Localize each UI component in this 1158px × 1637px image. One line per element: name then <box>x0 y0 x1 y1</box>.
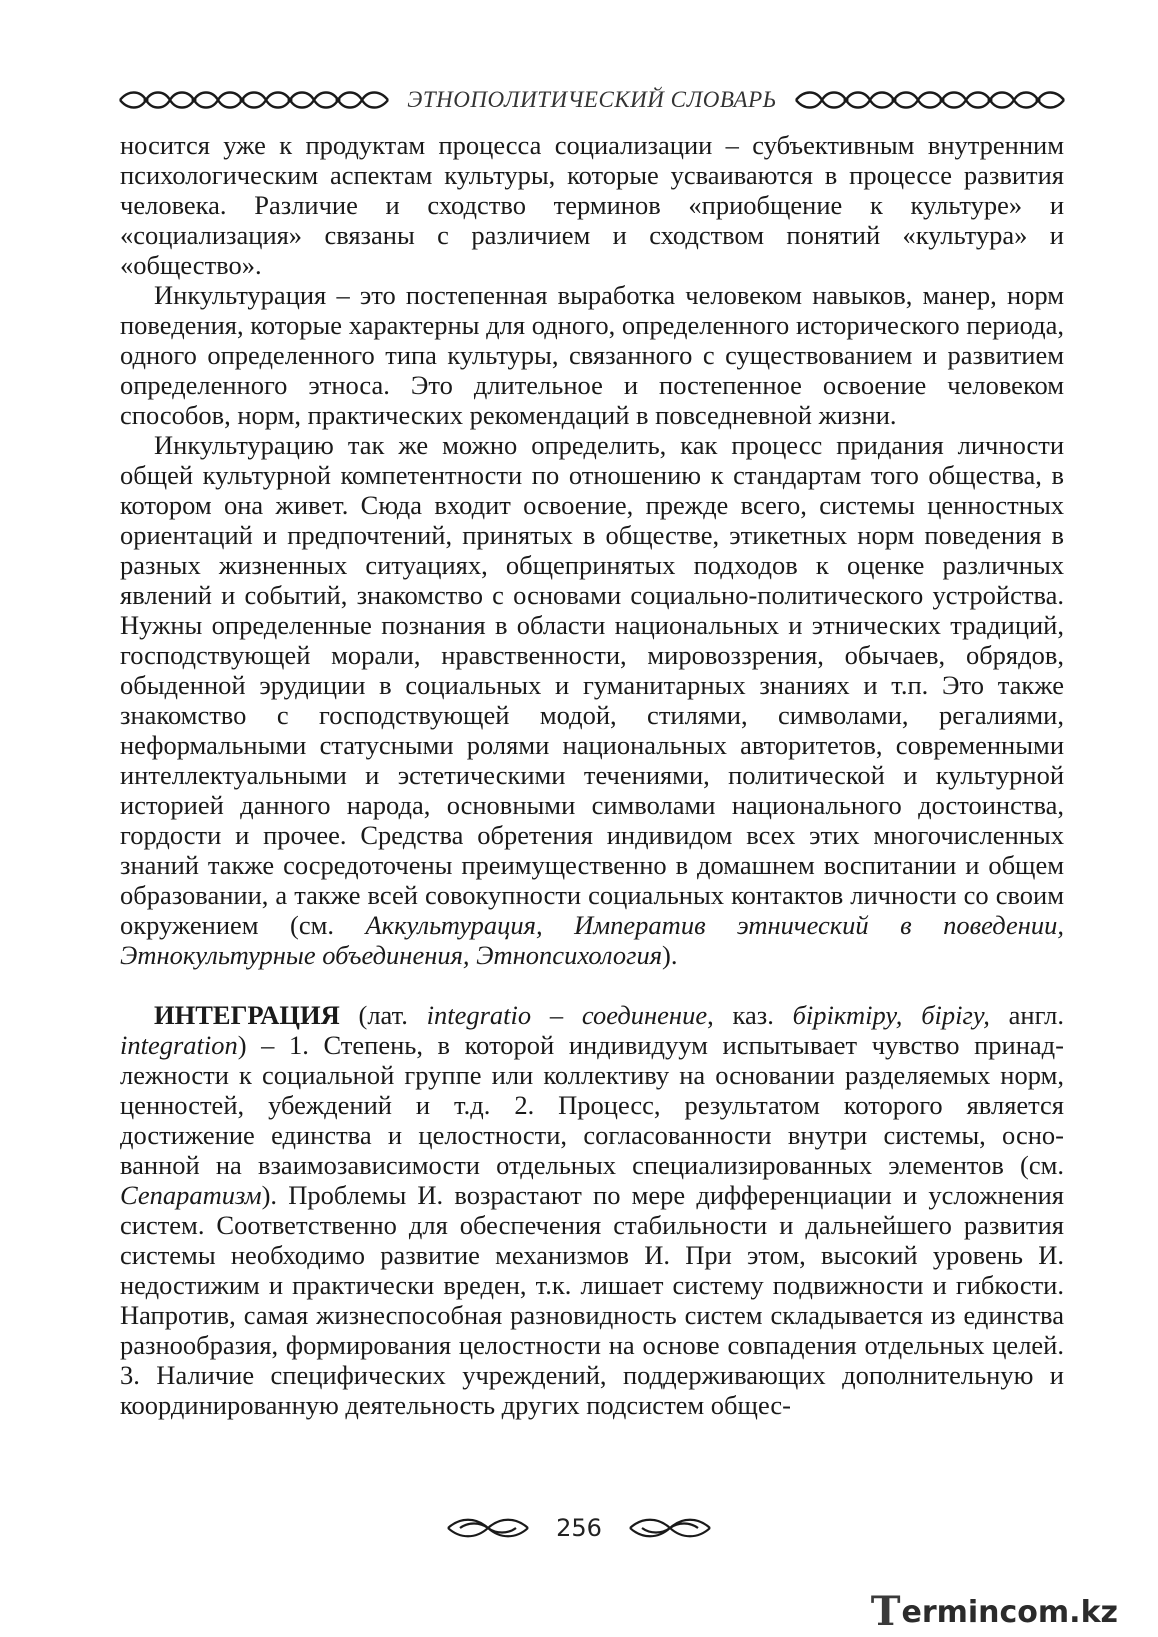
page-body <box>120 130 1064 1420</box>
watermark-text: ermincom.kz <box>901 1594 1118 1630</box>
entry-latin: integratio – соединение <box>426 1000 708 1030</box>
running-header <box>118 84 1066 116</box>
cross-references: Аккультурация, Императив этнический в поведении, Этнокультурные объединения, Этнопсихология <box>120 910 1064 970</box>
ornament-right-icon <box>794 88 1066 112</box>
paragraph-continuation: носится уже к продуктам процесса социализации – субъективным внутренним психологическим аспектам культуры, которые усваиваются в процессе развития человека. Различие и сходство терминов «приобщение к культуре» и «социализация» связаны с различием и сходством понятий «культура» и «общество». <box>120 130 1064 280</box>
paragraph-end: ). <box>662 940 678 970</box>
entry-kazakh: біріктіру, бірігу, <box>792 1000 990 1030</box>
entry-reference: Сепаратизм <box>120 1180 262 1210</box>
entry-definition: ) – 1. Степень, в которой индивидуум испытывает чувство принадлежности к социальной группе или коллективу на основании разделяемых норм, ценностей, убеждений и т.д. 2. Процесс, результатом которого является достижение единства и целостности, согласованности внутри системы, основанной на взаимозависимости отдельных специализированных элементов (см. <box>120 1030 1064 1180</box>
header-title: ЭТНОПОЛИТИЧЕСКИЙ СЛОВАРЬ <box>407 87 777 112</box>
entry-headword: ИНТЕГРАЦИЯ <box>154 1000 340 1030</box>
watermark-letter: T <box>870 1588 901 1635</box>
swirl-right-icon <box>628 1515 712 1541</box>
paragraph-text: Инкультурацию так же можно определить, как процесс придания личности общей культурной компетентности по отношению к стандартам того общества, в котором она живет. Сюда входит освоение, прежде всего, системы ценностных ориентаций и предпочтений, принятых в обществе, этикетных норм поведения в разных жизненных ситуациях, общепринятых подходов к оценке различных явлений и событий, знакомство с основами социально-политического устройства. Нужны определенные познания в области национальных и этнических традиций, господствующей морали, нравственности, мировоззрения, обычаев, обрядов, обыденной эрудиции в социальных и гуманитарных знаниях и т.п. Это также знакомство с господствующей модой, стилями, символами, регалиями, неформальными статусными ролями национальных авторитетов, современными интеллектуальными и эстетическими течениями, политической и культурной историей данного народа, основными символами национального достоинства, гордости и прочее. Средства обретения индивидом всех этих многочисленных знаний также сосредоточены преимущественно в домашнем воспитании и общем образовании, а также всей совокупности социальных контактов личности со своим окружением (см. <box>120 430 1064 940</box>
watermark-logo <box>870 1588 1118 1635</box>
page-number: 256 <box>556 1514 602 1542</box>
paragraph-inculturation-definition <box>120 430 1064 970</box>
entry-text: (лат. <box>339 1000 427 1030</box>
paragraph-inculturation: Инкультурация – это постепенная выработка человеком навыков, манер, норм поведения, которые характерны для одного, определенного исторического периода, одного определенного типа культуры, связанного с существованием и развитием определенного этноса. Это длительное и постепенное освоение человеком способов, норм, практических рекомендаций в повседневной жизни. <box>120 280 1064 430</box>
entry-definition-continued: ). Проблемы И. возрастают по мере дифференциации и усложнения систем. Соответственно для обеспечения стабильности и дальнейшего развития системы необходимо развитие механизмов И. Пpи этом, высокий уровень И. недостижим и практически вреден, т.к. лишает систему подвижности и гибкости. Напротив, самая жизнеспособная разновидность систем складывается из единства разнообразия, формирования целостности на основе совпадения отдельных целей. 3. Наличие специфических учреждений, поддерживающих дополнительную и координированную деятельность других подсистем общес- <box>120 1180 1064 1420</box>
ornament-left-icon <box>118 88 390 112</box>
entry-text: англ. <box>989 1000 1064 1030</box>
dictionary-entry-integration <box>120 1000 1064 1420</box>
page-footer <box>0 1508 1158 1548</box>
swirl-left-icon <box>446 1515 530 1541</box>
entry-text: , каз. <box>707 1000 793 1030</box>
entry-english: integration <box>120 1030 238 1060</box>
